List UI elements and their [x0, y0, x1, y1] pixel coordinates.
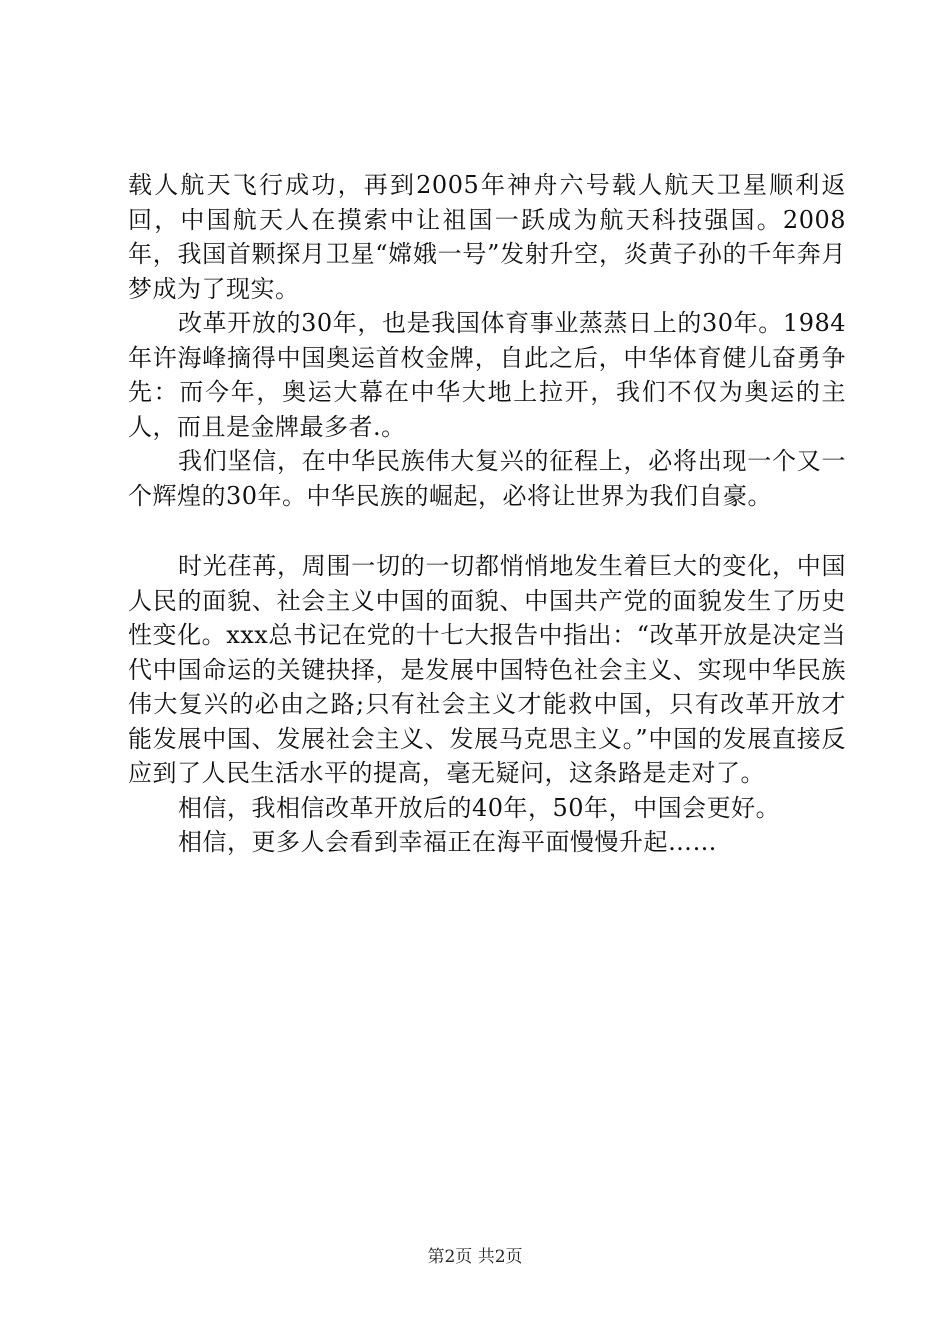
paragraph-changes: 时光荏苒，周围一切的一切都悄悄地发生着巨大的变化，中国人民的面貌、社会主义中国的面貌、中国共产党的面貌发生了历史性变化。xxx总书记在党的十七大报告中指出：“改革开放是决定当代中国命运的关键抉择，是发展中国特色社会主义、实现中华民族伟大复兴的必由之路;只有社会主义才能救中国，只有改革开放才能发展中国、发展社会主义、发展马克思主义。”中国的发展直接反应到了人民生活水平的提高，毫无疑问，这条路是走对了。 [128, 552, 846, 787]
paragraph-space-flight: 载人航天飞行成功，再到2005年神舟六号载人航天卫星顺利返回，中国航天人在摸索中让祖国一跃成为航天科技强国。2008年，我国首颗探月卫星“嫦娥一号”发射升空，炎黄子孙的千年奔月梦成为了现实。 [128, 171, 846, 303]
paragraph-believe-future: 相信，我相信改革开放后的40年，50年，中国会更好。 [178, 793, 781, 822]
page-number-footer: 第2页 共2页 [427, 1247, 523, 1267]
paragraph-belief: 我们坚信，在中华民族伟大复兴的征程上，必将出现一个又一个辉煌的30年。中华民族的崛起，必将让世界为我们自豪。 [128, 447, 846, 510]
document-body [128, 168, 846, 860]
paragraph-happiness: 相信，更多人会看到幸福正在海平面慢慢升起…… [178, 828, 717, 856]
paragraph-spacer [128, 513, 846, 549]
paragraph-sports: 改革开放的30年，也是我国体育事业蒸蒸日上的30年。1984年许海峰摘得中国奥运首枚金牌，自此之后，中华体育健儿奋勇争先：而今年，奥运大幕在中华大地上拉开，我们不仅为奥运的主人，而且是金牌最多者.。 [128, 309, 846, 441]
